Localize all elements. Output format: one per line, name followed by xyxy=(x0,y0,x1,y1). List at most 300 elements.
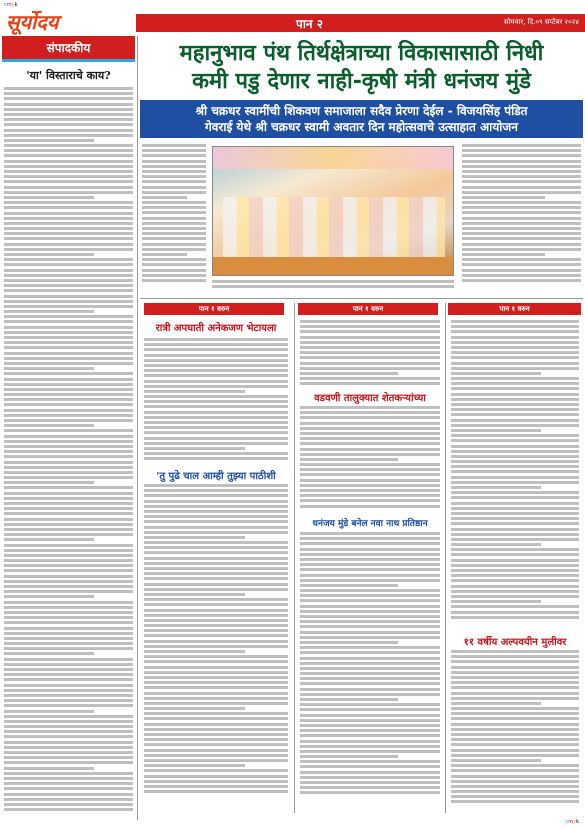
text-line xyxy=(4,258,133,261)
text-line xyxy=(4,751,133,754)
text-line xyxy=(4,170,133,173)
text-line xyxy=(451,486,541,489)
text-line xyxy=(4,435,133,438)
text-line xyxy=(4,424,94,427)
text-line xyxy=(144,484,288,487)
text-line xyxy=(300,625,440,628)
text-line xyxy=(144,598,288,601)
text-line xyxy=(4,533,133,536)
text-line xyxy=(142,201,206,204)
text-line xyxy=(462,232,581,235)
text-line xyxy=(300,672,440,675)
editorial-body-text xyxy=(2,87,135,811)
text-line xyxy=(300,734,440,737)
text-line xyxy=(4,787,133,790)
text-line xyxy=(462,175,581,178)
subheadline-line1: श्री चक्रधर स्वामींची शिकवण समाजाला सदैव प्रेरणा देईल - विजयसिंह पंडित xyxy=(195,104,528,118)
text-line xyxy=(300,651,440,654)
editorial-column xyxy=(2,36,135,820)
text-line xyxy=(451,330,579,333)
text-line xyxy=(4,455,133,458)
text-line xyxy=(451,377,579,380)
text-line xyxy=(144,593,245,596)
issue-date: सोमवार, दि.०९ सप्टेंबर २०२४ xyxy=(503,18,579,26)
text-line xyxy=(4,450,133,453)
text-line xyxy=(4,222,133,225)
text-line xyxy=(144,754,288,757)
text-line xyxy=(300,382,440,385)
text-line xyxy=(144,452,288,455)
text-line xyxy=(300,786,440,789)
text-line xyxy=(300,325,440,328)
text-line xyxy=(300,781,440,784)
text-line xyxy=(300,437,440,440)
text-line xyxy=(142,237,206,240)
text-line xyxy=(144,785,288,788)
text-line xyxy=(144,634,288,637)
text-line xyxy=(144,769,288,772)
text-line xyxy=(462,201,581,204)
mid-story-headline: वडवणी तालुक्यात शेतकऱ्यांच्या xyxy=(314,393,426,404)
text-line xyxy=(300,411,440,414)
text-line xyxy=(4,777,133,780)
text-line xyxy=(451,785,579,788)
text-line xyxy=(4,160,133,163)
text-line xyxy=(144,385,288,388)
text-line xyxy=(144,364,288,367)
text-line xyxy=(4,154,133,157)
text-line xyxy=(4,476,133,479)
text-line xyxy=(4,746,133,749)
cmyk-k: k xyxy=(14,2,18,8)
text-line xyxy=(4,144,133,147)
text-line xyxy=(4,497,133,500)
text-line xyxy=(300,693,440,696)
text-line xyxy=(144,390,245,393)
text-line xyxy=(451,712,579,715)
text-line xyxy=(300,579,440,582)
photo-table xyxy=(213,257,453,275)
text-line xyxy=(144,780,288,783)
text-line xyxy=(300,682,440,685)
text-line xyxy=(4,756,133,759)
text-line xyxy=(300,336,440,339)
text-line xyxy=(144,515,288,518)
text-line xyxy=(142,160,206,163)
text-line xyxy=(4,595,94,598)
text-line xyxy=(462,186,581,189)
text-line xyxy=(144,614,288,617)
text-line xyxy=(4,767,94,770)
text-line xyxy=(300,594,440,597)
text-line xyxy=(144,541,288,544)
text-line xyxy=(144,343,288,346)
text-line xyxy=(451,650,579,653)
text-line xyxy=(4,741,133,744)
text-line xyxy=(144,577,288,580)
newspaper-logo: सूर्योदय xyxy=(6,10,59,34)
text-line xyxy=(4,289,133,292)
text-line xyxy=(144,457,288,460)
text-line xyxy=(4,663,133,666)
cmyk-y: y xyxy=(11,2,15,8)
text-line xyxy=(142,170,206,173)
text-line xyxy=(4,403,133,406)
text-line xyxy=(300,458,398,461)
main-headline-line1: महानुभाव पंथ तिर्थक्षेत्राच्या विकासासाठी निधी xyxy=(179,41,544,66)
text-line xyxy=(300,646,440,649)
text-line xyxy=(4,429,133,432)
text-line xyxy=(4,549,133,552)
text-line xyxy=(451,697,579,700)
text-line xyxy=(451,533,579,536)
text-line xyxy=(144,609,288,612)
text-line xyxy=(4,606,133,609)
text-line xyxy=(144,400,288,403)
text-line xyxy=(300,427,440,430)
text-line xyxy=(4,232,133,235)
text-line xyxy=(144,712,288,715)
text-line xyxy=(142,196,187,199)
text-line xyxy=(4,808,133,811)
text-line xyxy=(144,557,288,560)
text-line xyxy=(4,782,133,785)
text-line xyxy=(451,419,579,422)
text-line xyxy=(462,222,581,225)
text-line xyxy=(144,421,288,424)
text-line xyxy=(144,411,288,414)
text-line xyxy=(144,697,288,700)
text-line xyxy=(451,692,579,695)
text-line xyxy=(451,605,579,608)
text-line xyxy=(300,584,398,587)
text-line xyxy=(4,466,133,469)
text-line xyxy=(451,403,579,406)
text-line xyxy=(451,460,579,463)
column-divider xyxy=(445,303,446,813)
text-line xyxy=(462,191,581,194)
text-line xyxy=(462,274,581,277)
text-line xyxy=(142,274,206,277)
text-line xyxy=(300,463,440,466)
continued-label-right: पान १ वरुन xyxy=(448,303,581,315)
page-bar xyxy=(136,14,585,32)
main-story-body xyxy=(140,144,583,290)
left-story-text-2 xyxy=(142,484,290,795)
text-line xyxy=(451,445,579,448)
text-line xyxy=(144,660,288,663)
text-line xyxy=(144,629,288,632)
text-line xyxy=(451,764,579,767)
text-line xyxy=(300,610,440,613)
text-line xyxy=(4,97,133,100)
text-line xyxy=(4,502,133,505)
text-line xyxy=(144,707,245,710)
text-line xyxy=(300,320,440,323)
text-line xyxy=(300,791,440,794)
text-line xyxy=(142,243,206,246)
text-line xyxy=(300,505,440,508)
text-line xyxy=(4,616,133,619)
text-line xyxy=(451,759,541,762)
main-headline-line2: कमी पडु देणार नाही-कृषी मंत्री धनंजय मुंडे xyxy=(192,69,531,94)
text-line xyxy=(451,564,579,567)
text-line xyxy=(4,507,133,510)
text-line xyxy=(462,149,581,152)
text-line xyxy=(4,632,133,635)
text-line xyxy=(4,92,133,95)
text-line xyxy=(462,154,581,157)
text-line xyxy=(451,780,579,783)
text-line xyxy=(300,532,440,535)
text-line xyxy=(300,620,440,623)
text-line xyxy=(144,442,288,445)
text-line xyxy=(300,771,440,774)
text-line xyxy=(144,671,288,674)
text-line xyxy=(144,728,288,731)
text-line xyxy=(4,186,133,189)
text-line xyxy=(300,553,440,556)
right-story-text-2 xyxy=(449,650,581,806)
text-line xyxy=(144,369,288,372)
text-line xyxy=(451,346,579,349)
text-line xyxy=(144,733,288,736)
text-line xyxy=(300,484,440,487)
text-line xyxy=(451,528,579,531)
text-line xyxy=(451,481,579,484)
mid-story-text xyxy=(298,320,442,387)
text-line xyxy=(144,526,288,529)
text-line xyxy=(451,559,579,562)
text-line xyxy=(300,341,440,344)
text-line xyxy=(300,453,440,456)
text-line xyxy=(142,232,206,235)
text-line xyxy=(300,698,398,701)
text-line xyxy=(144,562,288,565)
text-line xyxy=(144,645,288,648)
text-line xyxy=(4,793,133,796)
text-line xyxy=(4,694,133,697)
text-line xyxy=(300,473,440,476)
text-line xyxy=(4,481,94,484)
text-line xyxy=(144,338,288,341)
text-line xyxy=(144,494,288,497)
text-line xyxy=(4,684,133,687)
text-line xyxy=(144,437,288,440)
text-line xyxy=(300,760,440,763)
text-line xyxy=(451,733,579,736)
masthead xyxy=(0,10,585,36)
text-line xyxy=(462,211,581,214)
text-line xyxy=(462,258,581,261)
text-line xyxy=(4,300,133,303)
text-line xyxy=(451,496,579,499)
text-line xyxy=(4,798,133,801)
text-line xyxy=(300,677,440,680)
text-line xyxy=(144,666,288,669)
text-line xyxy=(142,149,206,152)
text-line xyxy=(4,362,133,365)
text-line xyxy=(144,775,288,778)
text-line xyxy=(300,636,440,639)
text-line xyxy=(4,647,133,650)
text-line xyxy=(451,595,579,598)
text-line xyxy=(144,536,245,539)
text-line xyxy=(4,227,133,230)
text-line xyxy=(4,123,133,126)
text-line xyxy=(4,492,133,495)
text-line xyxy=(4,279,133,282)
text-line xyxy=(300,615,440,618)
text-line xyxy=(300,330,440,333)
text-line xyxy=(4,652,94,655)
text-line xyxy=(300,750,440,753)
text-line xyxy=(4,528,133,531)
text-line xyxy=(451,611,579,614)
text-line xyxy=(300,657,440,660)
text-line xyxy=(144,395,288,398)
text-line xyxy=(4,269,133,272)
text-line xyxy=(144,505,288,508)
text-line xyxy=(462,269,581,272)
text-line xyxy=(451,569,579,572)
text-line xyxy=(144,405,288,408)
text-line xyxy=(451,743,579,746)
text-line xyxy=(300,537,440,540)
text-line xyxy=(300,558,440,561)
column-divider xyxy=(294,303,295,813)
text-line xyxy=(300,416,440,419)
text-line xyxy=(4,440,133,443)
text-line xyxy=(451,800,579,803)
text-line xyxy=(451,413,579,416)
text-line xyxy=(300,599,440,602)
text-line xyxy=(4,642,133,645)
text-line xyxy=(4,191,133,194)
text-line xyxy=(4,580,133,583)
text-line xyxy=(4,346,133,349)
text-line xyxy=(4,559,133,562)
text-line xyxy=(462,227,581,230)
text-line xyxy=(462,253,545,256)
text-line xyxy=(144,531,288,534)
text-line xyxy=(4,710,94,713)
text-line xyxy=(4,383,133,386)
text-line xyxy=(451,795,579,798)
text-line xyxy=(142,279,206,282)
text-line xyxy=(4,538,94,541)
text-line xyxy=(451,372,541,375)
text-line xyxy=(451,512,579,515)
cmyk-registration-bottom: cmyk xyxy=(565,819,579,825)
text-line xyxy=(142,269,206,272)
text-line xyxy=(4,357,133,360)
text-line xyxy=(142,180,206,183)
text-line xyxy=(4,331,133,334)
text-line xyxy=(300,346,440,349)
text-line xyxy=(4,699,133,702)
text-line xyxy=(4,761,133,764)
text-line xyxy=(144,520,288,523)
text-line xyxy=(144,500,288,503)
text-line xyxy=(142,165,206,168)
main-story-text-right xyxy=(460,144,583,284)
text-line xyxy=(4,165,133,168)
text-line xyxy=(300,468,440,471)
text-line xyxy=(4,554,133,557)
text-line xyxy=(144,723,288,726)
text-line xyxy=(462,217,581,220)
text-line xyxy=(4,87,133,90)
text-line xyxy=(451,362,579,365)
text-line xyxy=(451,769,579,772)
text-line xyxy=(300,489,440,492)
text-line xyxy=(144,655,288,658)
text-line xyxy=(451,579,579,582)
text-line xyxy=(4,575,133,578)
text-line xyxy=(300,377,440,380)
text-line xyxy=(451,676,579,679)
text-line xyxy=(4,118,133,121)
editorial-underline xyxy=(2,59,135,62)
text-line xyxy=(300,667,440,670)
text-line xyxy=(4,621,133,624)
text-line xyxy=(300,494,440,497)
photo-people xyxy=(223,197,445,257)
text-line xyxy=(462,206,581,209)
text-line xyxy=(4,637,133,640)
continued-label-left: पान १ वरुन xyxy=(144,303,284,315)
text-line xyxy=(144,416,288,419)
left-story-headline: रात्री अपघाती अनेकजण भेटायला xyxy=(155,323,277,334)
text-line xyxy=(212,280,454,283)
text-line xyxy=(4,445,133,448)
text-line xyxy=(4,471,133,474)
text-line xyxy=(4,367,94,370)
text-line xyxy=(451,325,579,328)
text-line xyxy=(4,419,133,422)
text-line xyxy=(4,263,133,266)
text-line xyxy=(4,414,133,417)
text-line xyxy=(451,728,579,731)
text-line xyxy=(4,284,133,287)
text-line xyxy=(4,217,133,220)
text-line xyxy=(462,243,581,246)
text-line xyxy=(462,144,581,147)
text-line xyxy=(300,755,398,758)
photo-banner xyxy=(213,147,453,169)
text-line xyxy=(451,351,579,354)
text-line xyxy=(451,590,579,593)
mid-story-text-2 xyxy=(298,406,442,510)
text-line xyxy=(4,518,133,521)
text-line xyxy=(300,719,440,722)
right-story-headline: ११ वर्षीय अल्पवयीन मुलीवर xyxy=(463,637,567,648)
text-line xyxy=(4,388,133,391)
text-line xyxy=(4,668,133,671)
text-line xyxy=(300,499,440,502)
text-line xyxy=(451,686,579,689)
text-line xyxy=(4,212,133,215)
text-line xyxy=(144,790,288,793)
text-line xyxy=(4,627,133,630)
text-line xyxy=(462,263,581,266)
text-line xyxy=(4,129,133,132)
text-line xyxy=(142,258,206,261)
text-line xyxy=(4,315,133,318)
text-line xyxy=(4,735,133,738)
text-line xyxy=(144,692,288,695)
